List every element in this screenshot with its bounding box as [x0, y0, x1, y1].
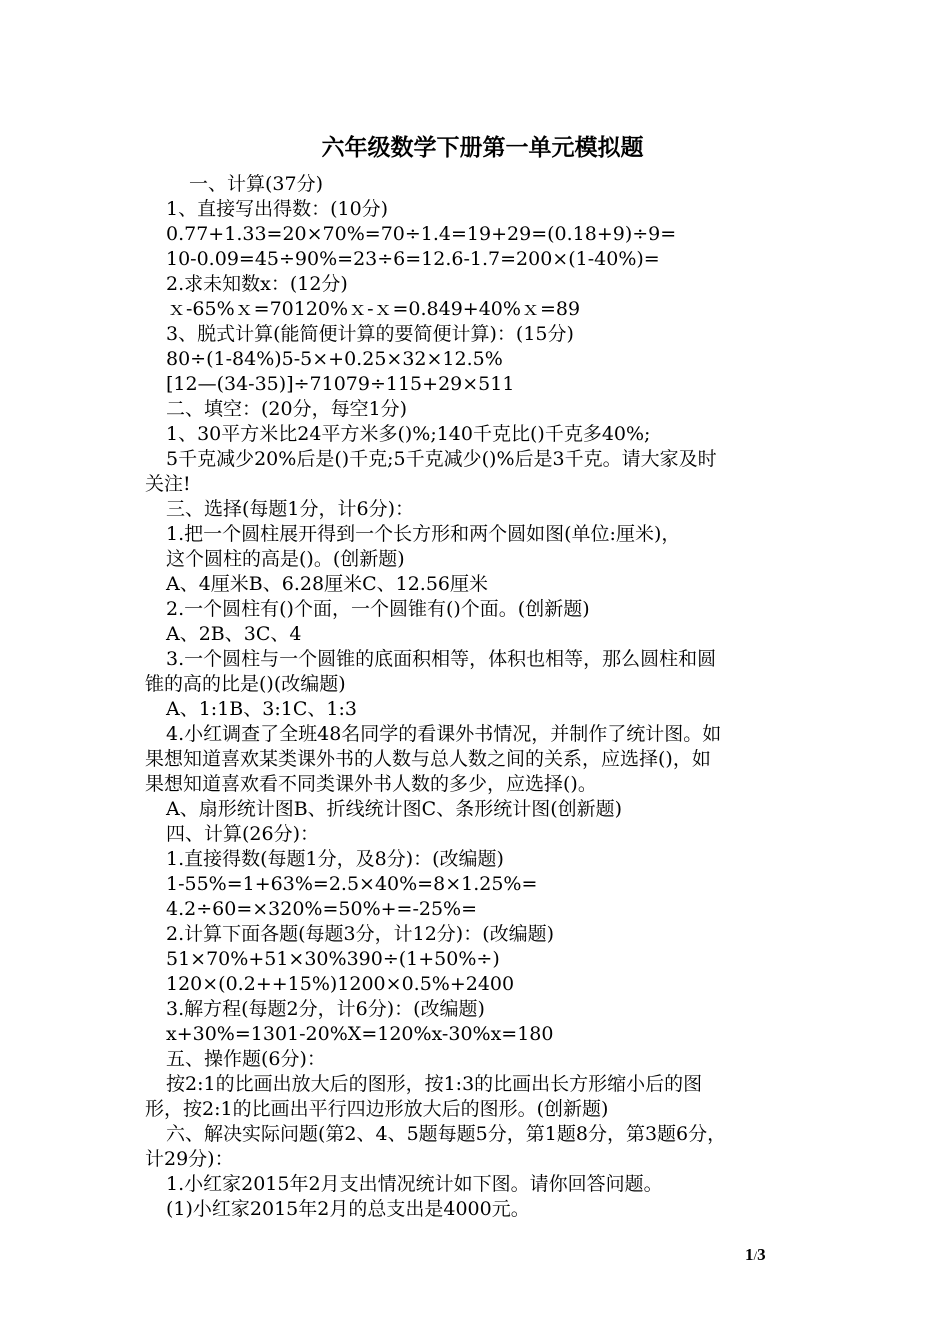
text-line: 10-0.09=45÷90%=23÷6=12.6-1.7=200×(1-40%)= — [166, 248, 660, 270]
text-line: 80÷(1-84%)5-5×+0.25×32×12.5% — [166, 348, 503, 370]
text-line: 3.解方程(每题2分，计6分)：(改编题) — [166, 998, 485, 1020]
text-line: 果想知道喜欢看不同类课外书人数的多少，应选择()。 — [145, 773, 597, 795]
text-line: ｘ-65%ｘ=70120%ｘ-ｘ=0.849+40%ｘ=89 — [167, 298, 581, 320]
text-line: 果想知道喜欢某类课外书的人数与总人数之间的关系，应选择()，如 — [145, 748, 711, 770]
text-line: (1)小红家2015年2月的总支出是4000元。 — [166, 1198, 530, 1220]
text-line: 2.求未知数x：(12分) — [166, 273, 348, 295]
text-line: A、2B、3C、4 — [166, 623, 302, 645]
text-line: 0.77+1.33=20×70%=70÷1.4=19+29=(0.18+9)÷9= — [166, 223, 677, 245]
text-line: 按2:1的比画出放大后的图形，按1:3的比画出长方形缩小后的图 — [166, 1073, 703, 1095]
text-line: 1.把一个圆柱展开得到一个长方形和两个圆如图(单位:厘米)， — [166, 523, 681, 545]
text-line: [12—(34-35)]÷71079÷115+29×511 — [166, 373, 515, 395]
page-separator: / — [753, 1248, 758, 1263]
text-line: 1.直接得数(每题1分，及8分)：(改编题) — [166, 848, 504, 870]
text-line: 120×(0.2++15%)1200×0.5%+2400 — [166, 973, 515, 995]
text-line: A、1:1B、3:1C、1:3 — [166, 698, 357, 720]
section-heading: 二、填空：(20分，每空1分) — [166, 398, 408, 420]
page-current: 1 — [745, 1245, 754, 1264]
text-line: 计29分)： — [145, 1148, 234, 1170]
text-line: 51×70%+51×30%390÷(1+50%÷) — [166, 948, 500, 970]
text-line: 1.小红家2015年2月支出情况统计如下图。请你回答问题。 — [166, 1173, 663, 1195]
text-line: 1、直接写出得数：(10分) — [166, 198, 389, 220]
page-total: 3 — [757, 1245, 766, 1264]
section-heading: 一、计算(37分) — [189, 173, 324, 195]
text-line: 形，按2:1的比画出平行四边形放大后的图形。(创新题) — [145, 1098, 609, 1120]
text-line: 这个圆柱的高是()。(创新题) — [166, 548, 405, 570]
text-line: A、4厘米B、6.28厘米C、12.56厘米 — [166, 573, 489, 595]
text-line: 3、脱式计算(能简便计算的要简便计算)：(15分) — [166, 323, 574, 345]
text-line: 1-55%=1+63%=2.5×40%=8×1.25%= — [166, 873, 538, 895]
page-number — [745, 1244, 766, 1267]
text-line: 关注! — [145, 473, 191, 495]
document-title: 六年级数学下册第一单元模拟题 — [321, 135, 644, 161]
text-line: 锥的高的比是()(改编题) — [145, 673, 346, 695]
text-line: 1、30平方米比24平方米多()%;140千克比()千克多40%; — [166, 423, 651, 445]
section-heading: 六、解决实际问题(第2、4、5题每题5分，第1题8分，第3题6分， — [166, 1123, 727, 1145]
section-heading: 四、计算(26分)： — [166, 823, 320, 845]
text-line: 4.小红调查了全班48名同学的看课外书情况，并制作了统计图。如 — [166, 723, 722, 745]
text-line: 2.一个圆柱有()个面，一个圆锥有()个面。(创新题) — [166, 598, 590, 620]
section-heading: 三、选择(每题1分，计6分)： — [166, 498, 415, 520]
text-line: 4.2÷60=×320%=50%+=-25%= — [166, 898, 478, 920]
document-body — [145, 172, 810, 1222]
section-heading: 五、操作题(6分)： — [166, 1048, 326, 1070]
text-line: x+30%=1301-20%X=120%x-30%x=180 — [166, 1023, 554, 1045]
text-line: 2.计算下面各题(每题3分，计12分)：(改编题) — [166, 923, 555, 945]
text-line: 5千克减少20%后是()千克;5千克减少()%后是3千克。请大家及时 — [166, 448, 717, 470]
text-line: 3.一个圆柱与一个圆锥的底面积相等，体积也相等，那么圆柱和圆 — [166, 648, 717, 670]
text-line: A、扇形统计图B、折线统计图C、条形统计图(创新题) — [166, 798, 623, 820]
